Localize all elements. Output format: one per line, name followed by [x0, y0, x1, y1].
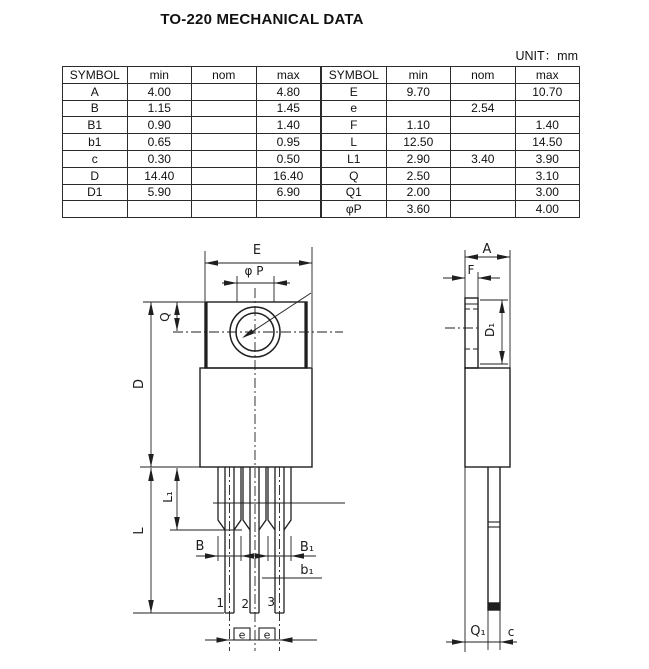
- table-header-row: [63, 67, 580, 84]
- table-cell: Q: [321, 167, 386, 184]
- pin-number-1: 1: [216, 596, 224, 610]
- table-cell: c: [63, 150, 128, 167]
- table-cell: [451, 134, 516, 151]
- table-cell: min: [127, 67, 192, 84]
- dim-label-e-right: e: [263, 628, 271, 642]
- table-cell: [192, 134, 257, 151]
- table-cell: 2.00: [386, 184, 451, 201]
- table-cell: [192, 201, 257, 218]
- table-cell: max: [515, 67, 580, 84]
- table-cell: 3.90: [515, 150, 580, 167]
- table-cell: [515, 100, 580, 117]
- table-cell: 0.50: [256, 150, 321, 167]
- table-cell: [192, 167, 257, 184]
- side-hole-hidden-lines: [445, 304, 480, 349]
- table-cell: 10.70: [515, 83, 580, 100]
- table-cell: Q1: [321, 184, 386, 201]
- table-cell: 2.50: [386, 167, 451, 184]
- table-cell: SYMBOL: [63, 67, 128, 84]
- side-arrowheads: [452, 254, 513, 644]
- front-centerlines: [173, 288, 343, 651]
- table-cell: L1: [321, 150, 386, 167]
- table-cell: 1.10: [386, 117, 451, 134]
- table-row: [63, 150, 580, 167]
- table-cell: [451, 201, 516, 218]
- table-cell: A: [63, 83, 128, 100]
- table-cell: φP: [321, 201, 386, 218]
- table-cell: 3.60: [386, 201, 451, 218]
- table-row: [63, 117, 580, 134]
- table-cell: 3.10: [515, 167, 580, 184]
- table-cell: E: [321, 83, 386, 100]
- table-cell: 1.15: [127, 100, 192, 117]
- dim-label-E: E: [252, 243, 262, 258]
- table-cell: 3.40: [451, 150, 516, 167]
- front-dimension-lines: [133, 247, 345, 640]
- side-package-outline: [465, 298, 510, 610]
- table-cell: [451, 83, 516, 100]
- dim-label-A: A: [482, 242, 492, 257]
- dim-label-b1: b₁: [300, 563, 314, 578]
- table-cell: nom: [451, 67, 516, 84]
- table-cell: 14.50: [515, 134, 580, 151]
- table-cell: [451, 117, 516, 134]
- table-row: [63, 134, 580, 151]
- table-cell: 4.00: [127, 83, 192, 100]
- dim-label-B: B: [195, 539, 205, 554]
- table-cell: min: [386, 67, 451, 84]
- table-cell: 9.70: [386, 83, 451, 100]
- pin-number-2: 2: [241, 597, 249, 611]
- table-cell: 2.90: [386, 150, 451, 167]
- table-row: [63, 201, 580, 218]
- front-view-drawing: [132, 243, 345, 651]
- table-cell: D: [63, 167, 128, 184]
- table-cell: B1: [63, 117, 128, 134]
- unit-label: UNIT：mm: [515, 49, 578, 63]
- table-cell: [192, 100, 257, 117]
- side-dimension-lines: [443, 250, 517, 652]
- table-row: [63, 167, 580, 184]
- table-cell: [451, 167, 516, 184]
- table-cell: b1: [63, 134, 128, 151]
- table-cell: 16.40: [256, 167, 321, 184]
- table-cell: 6.90: [256, 184, 321, 201]
- table-cell: 5.90: [127, 184, 192, 201]
- table-cell: [451, 184, 516, 201]
- table-cell: 0.65: [127, 134, 192, 151]
- table-cell: 12.50: [386, 134, 451, 151]
- side-view-drawing: [443, 242, 517, 652]
- dim-label-D: D: [132, 378, 147, 390]
- dim-label-Q1: Q₁: [470, 624, 486, 639]
- table-cell: nom: [192, 67, 257, 84]
- table-cell: [63, 201, 128, 218]
- pin-number-3: 3: [267, 595, 275, 609]
- table-row: [63, 184, 580, 201]
- table-cell: [256, 201, 321, 218]
- dim-label-e-left: e: [238, 628, 246, 642]
- table-cell: [386, 100, 451, 117]
- dim-label-phiP: φ P: [244, 264, 264, 278]
- page-title: TO-220 MECHANICAL DATA: [160, 11, 364, 28]
- table-cell: 0.95: [256, 134, 321, 151]
- table-cell: [192, 184, 257, 201]
- table-cell: 1.40: [256, 117, 321, 134]
- table-cell: [127, 201, 192, 218]
- side-labels: [468, 242, 515, 639]
- front-package-outline: [200, 302, 312, 467]
- table-row: [63, 83, 580, 100]
- mechanical-data-table: [62, 66, 580, 218]
- table-cell: 4.80: [256, 83, 321, 100]
- table-cell: 4.00: [515, 201, 580, 218]
- dim-label-L: L: [132, 527, 147, 535]
- table-cell: [192, 117, 257, 134]
- table-cell: e: [321, 100, 386, 117]
- table-cell: 2.54: [451, 100, 516, 117]
- table-cell: 1.40: [515, 117, 580, 134]
- table-cell: max: [256, 67, 321, 84]
- table-cell: 0.90: [127, 117, 192, 134]
- front-leads-outline: [218, 467, 291, 613]
- table-cell: 1.45: [256, 100, 321, 117]
- table-cell: 3.00: [515, 184, 580, 201]
- table-cell: SYMBOL: [321, 67, 386, 84]
- dim-label-L1: L₁: [161, 491, 175, 503]
- table-cell: D1: [63, 184, 128, 201]
- dim-label-Q: Q: [158, 312, 172, 322]
- table-cell: F: [321, 117, 386, 134]
- table-cell: [192, 83, 257, 100]
- dim-label-c: c: [507, 625, 515, 639]
- dim-label-D1: D₁: [483, 322, 497, 338]
- table-cell: [192, 150, 257, 167]
- mech-table-body: [63, 67, 580, 218]
- dim-label-F: F: [467, 263, 475, 277]
- table-cell: B: [63, 100, 128, 117]
- table-cell: 14.40: [127, 167, 192, 184]
- table-cell: L: [321, 134, 386, 151]
- table-cell: 0.30: [127, 150, 192, 167]
- front-labels: [132, 243, 314, 642]
- front-arrowheads: [148, 260, 315, 643]
- table-row: [63, 100, 580, 117]
- dim-label-B1: B₁: [299, 540, 315, 555]
